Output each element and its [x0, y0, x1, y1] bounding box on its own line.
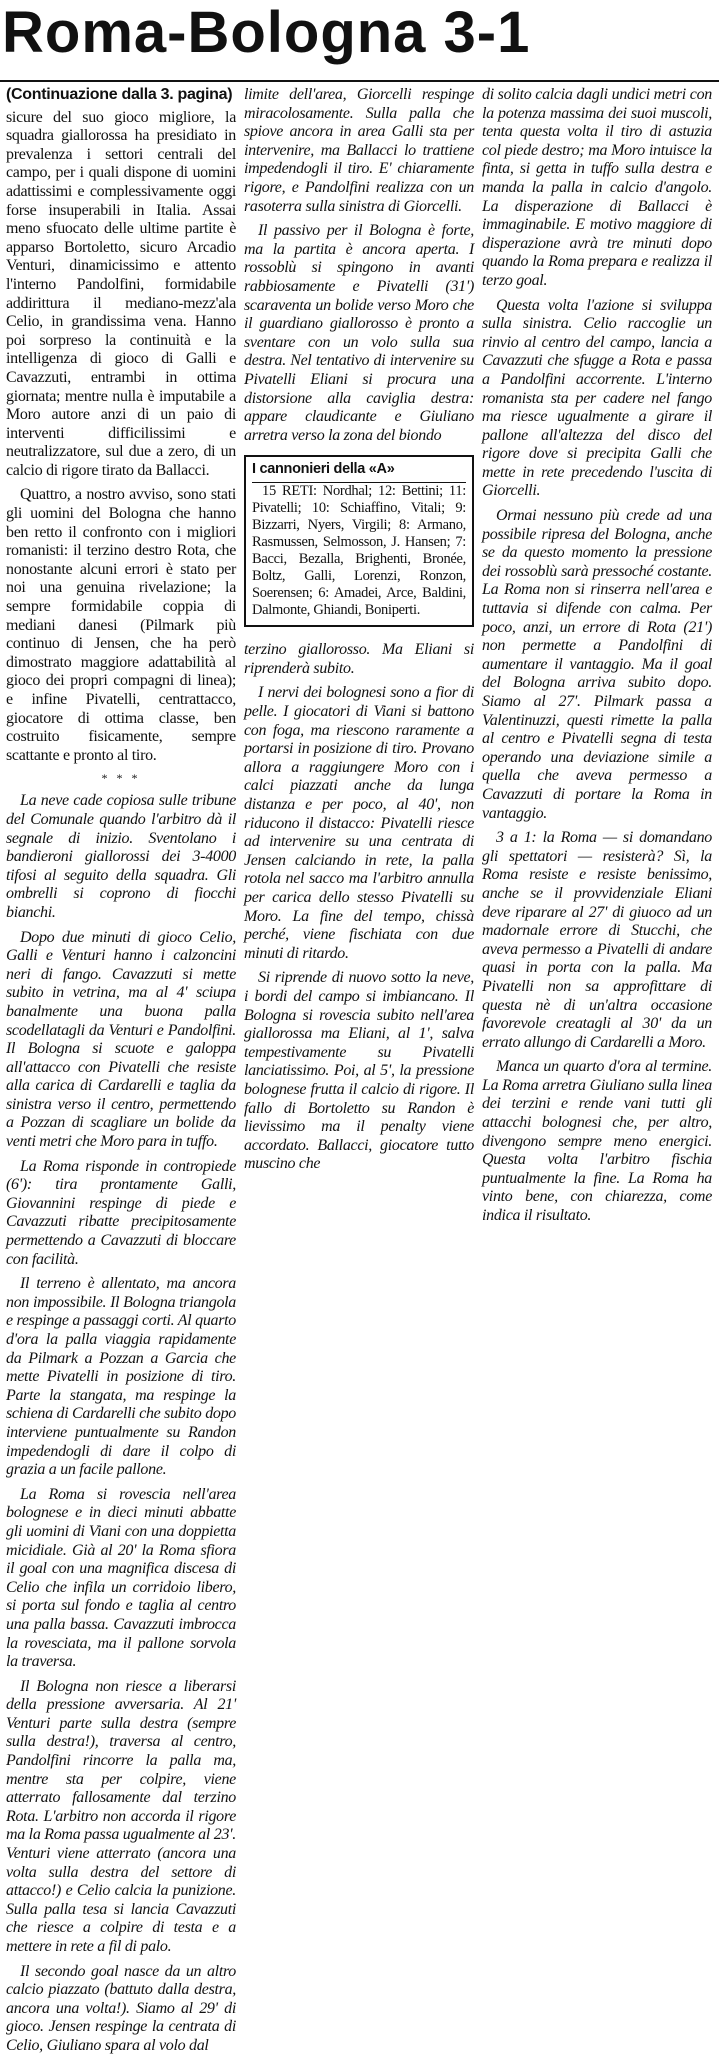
section-separator: * * *: [101, 771, 141, 786]
paragraph: La Roma risponde in contropiede (6'): tira prontamente Galli, Giovannini respinge di piede e Cavazzuti ribatte precipitosamente permettendo a Cavazzuti di bloccare con facilità.: [6, 1157, 236, 1268]
paragraph: La neve cade copiosa sulle tribune del Comunale quando l'arbitro dà il segnale di inizio. Sventolano i bandieroni giallorossi dei 3-4000 tifosi al seguito della squadra. Gli ombrelli si coprono di fiocchi bianchi.: [6, 792, 236, 921]
column-3: [482, 86, 712, 1232]
paragraph: Questa volta l'azione si sviluppa sulla sinistra. Celio raccoglie un rinvio al centro del campo, lancia a Cavazzuti che sfugge a Rota e passa a Pandolfini accorrente. L'interno romanista sta per cadere nel fango ma riesce ugualmente a girare il pallone all'altezza del disco del rigore dove si precipita Galli che mette in rete precedendo l'uscita di Giorcelli.: [482, 296, 712, 500]
paragraph: Il terreno è allentato, ma ancora non impossibile. Il Bologna triangola e respinge a passaggi corti. Al quarto d'ora la palla viaggia rapidamente da Pilmark a Pozzan a Garcia che mette Pivatelli in posizione di tiro. Parte la stangata, ma respinge la schiena di Cardarelli che subito dopo interviene puntualmente su Randon impedendogli di dare il colpo di grazia a un facile pallone.: [6, 1275, 236, 1479]
paragraph: Il secondo goal nasce da un altro calcio piazzato (battuto dalla destra, ancora una volta!). Siamo al 29' di gioco. Jensen respinge la centrata di Celio, Giuliano spara al volo dal: [6, 1962, 236, 2054]
paragraph: limite dell'area, Giorcelli respinge miracolosamente. Sulla palla che spiove ancora in area Galli sta per intervenire, ma Ballacci lo trattiene impedendogli il tiro. E' chiaramente rigore, e Pandolfini realizza con un rasoterra sulla sinistra di Giorcelli.: [244, 86, 474, 215]
paragraph: terzino giallorosso. Ma Eliani si riprenderà subito.: [244, 641, 474, 677]
paragraph: Quattro, a nostro avviso, sono stati gli uomini del Bologna che hanno ben retto il confronto con i migliori romanisti: il terzino destro Rota, che nonostante alcuni errori è stato per noi una genuina rivelazione; la sempre formidabile coppia di mediani danesi (Pilmark più continuo di Jensen, che ha però dimostrato maggiore adattabilità al gioco dei propri compagni di linea); e infine Pivatelli, centrattacco, giocatore di ottima classe, ben costruito fisicamente, sempre scattante e pronto al tiro.: [6, 486, 236, 764]
paragraph: 3 a 1: la Roma — si domandano gli spettatori — resisterà? Sì, la Roma resiste e resiste benissimo, anche se il provvidenziale Eliani deve riparare al 27' di giuoco ad un madornale errore di Stucchi, che aveva permesso a Pivatelli di andare quasi in porta con la palla. Ma Pivatelli non sa approfittare di questa nè di un'altra occasione favorevole creatagli al 30' da un errato allungo di Cardarelli a Moro.: [482, 829, 712, 1051]
column-1: [6, 86, 236, 2062]
paragraph: Ormai nessuno più crede ad una possibile ripresa del Bologna, anche se da questo momento la pressione dei rossoblù sarà pressoché costante. La Roma non si rinserra nell'area e tuttavia si difende con calma. Per poco, anzi, un errore di Rota (21') non permette a Pandolfini di aumentare il vantaggio. Ma il goal del Bologna arriva subito dopo. Siamo al 27'. Pilmark passa a Valentinuzzi, questi rimette la palla al centro e Pivatelli segna di testa operando una deviazione simile a quella che aveva permesso a Cavazzuti di portare la Roma in vantaggio.: [482, 507, 712, 822]
scorers-box-title: I cannonieri della «A»: [252, 461, 466, 483]
paragraph: Il passivo per il Bologna è forte, ma la partita è ancora aperta. I rossoblù si spingono in avanti rabbiosamente e Pivatelli (31') scaraventa un bolide verso Moro che il guardiano giallorosso è pronto a sventare con un volo sulla sua destra. Nel tentativo di intervenire su Pivatelli Eliani si procura una distorsione alla caviglia destra: appare claudicante e Giuliano arretra verso la zona del biondo: [244, 222, 474, 444]
paragraph: Si riprende di nuovo sotto la neve, i bordi del campo si imbiancano. Il Bologna si rovescia subito nell'area giallorossa ma Eliani, al 1', salva tempestivamente su Pivatelli lanciatissimo. Poi, al 5', la pressione bolognese frutta il calcio di rigore. Il fallo di Bortoletto su Randon è lievissimo ma il penalty viene accordato. Ballacci, giocatore tutto muscino che: [244, 969, 474, 1173]
paragraph: Dopo due minuti di gioco Celio, Galli e Venturi hanno i calzoncini neri di fango. Cavazzuti si mette subito in vetrina, ma al 4' sciupa banalmente una buona palla scodellatagli da Venturi e Pandolfini. Il Bologna si scuote e galoppa all'attacco con Pivatelli che resiste alla carica di Cardarelli e taglia da sinistra verso il centro, permettendo a Pozzan di scagliare un bolide da venti metri che Moro para in tuffo.: [6, 928, 236, 1151]
paragraph: La Roma si rovescia nell'area bolognese e in dieci minuti abbatte gli uomini di Viani con una doppietta micidiale. Già al 20' la Roma sfiora il goal con una magnifica discesa di Celio che infila un corridoio libero, si porta sul fondo e taglia al centro una palla bassa. Cavazzuti imbrocca la rovesciata, ma il pallone sorvola la traversa.: [6, 1485, 236, 1671]
column-2: [244, 86, 474, 1180]
scorers-box: [244, 455, 474, 627]
scorers-list: 15 RETI: Nordhal; 12: Bettini; 11: Pivatelli; 10: Schiaffino, Vitali; 9: Bizzarri, Nyers, Virgili; 8: Armano, Rasmussen, Selmosson, J. Hansen; 7: Bacci, Bezalla, Brighenti, Bronée, Boltz, Galli, Lorenzi, Ronzon, Soerensen; 6: Amadei, Arce, Baldini, Dalmonte, Ghiandi, Boniperti.: [252, 483, 466, 619]
paragraph: sicure del suo gioco migliore, la squadra giallorossa ha presidiato in prevalenza i settori centrali del campo, per i quali dispone di uomini adattissimi e complessivamente oggi forse insuperabili in Italia. Assai meno sfuocato delle ultime partite è apparso Bortoletto, sicuro Arcadio Venturi, dinamicissimo e attento l'interno Pandolfini, formidabile addirittura il mediano-mezz'ala Celio, in grandissima vena. Hanno poi sorpreso la continuità e la intelligenza di gioco di Galli e Cavazzuti, entrambi in ottima giornata; mentre nulla è imputabile a Moro autore anzi di un paio di interventi difficilissimi e neutralizzatore, sul due a zero, di un calcio di rigore tirato da Ballacci.: [6, 108, 236, 479]
headline: Roma-Bologna 3-1: [2, 0, 531, 65]
paragraph: Manca un quarto d'ora al termine. La Roma arretra Giuliano sulla linea dei terzini e rende vani tutti gli attacchi bolognesi che, per altro, divengono sempre meno energici. Questa volta l'arbitro fischia puntualmente la fine. La Roma ha vinto bene, con chiarezza, come indica il risultato.: [482, 1058, 712, 1225]
paragraph: Il Bologna non riesce a liberarsi della pressione avversaria. Al 21' Venturi parte sulla destra (sempre sulla destra!), traversa al centro, Pandolfini rincorre la palla ma, mentre sta per colpire, viene atterrato fallosamente dal terzino Rota. L'arbitro non accorda il rigore ma la Roma passa ugualmente al 23'. Venturi viene atterrato (ancora una volta sulla destra del settore di attacco!) e Celio calcia la punizione. Sulla palla tesa si lancia Cavazzuti che riesce a colpire di testa e a mettere in rete a fil di palo.: [6, 1677, 236, 1955]
headline-rule: [0, 80, 719, 82]
continuation-note: (Continuazione dalla 3. pagina): [6, 86, 233, 103]
paragraph: I nervi dei bolognesi sono a fior di pelle. I giocatori di Viani si battono con foga, ma riescono raramente a portarsi in posizione di tiro. Provano allora a raggiungere Moro con i calci piazzati anche da lunga distanza e per poco, al 40', non riducono il distacco: Pivatelli riesce ad intervenire su una centrata di Jensen calciando in rete, la palla rotola nel sacco ma l'arbitro annulla per carica dello stesso Pivatelli su Moro. La fine del tempo, chissà perché, viene fischiata con due minuti di ritardo.: [244, 684, 474, 962]
paragraph: di solito calcia dagli undici metri con la potenza massima dei suoi muscoli, tenta questa volta il tiro di astuzia col piede destro; ma Moro intuisce la finta, si getta in tuffo sulla destra e manda la palla in calcio d'angolo. La disperazione di Ballacci è immaginabile. E motivo maggiore di disperazione avrà tre minuti dopo quando la Roma prepara e realizza il terzo goal.: [482, 86, 712, 289]
